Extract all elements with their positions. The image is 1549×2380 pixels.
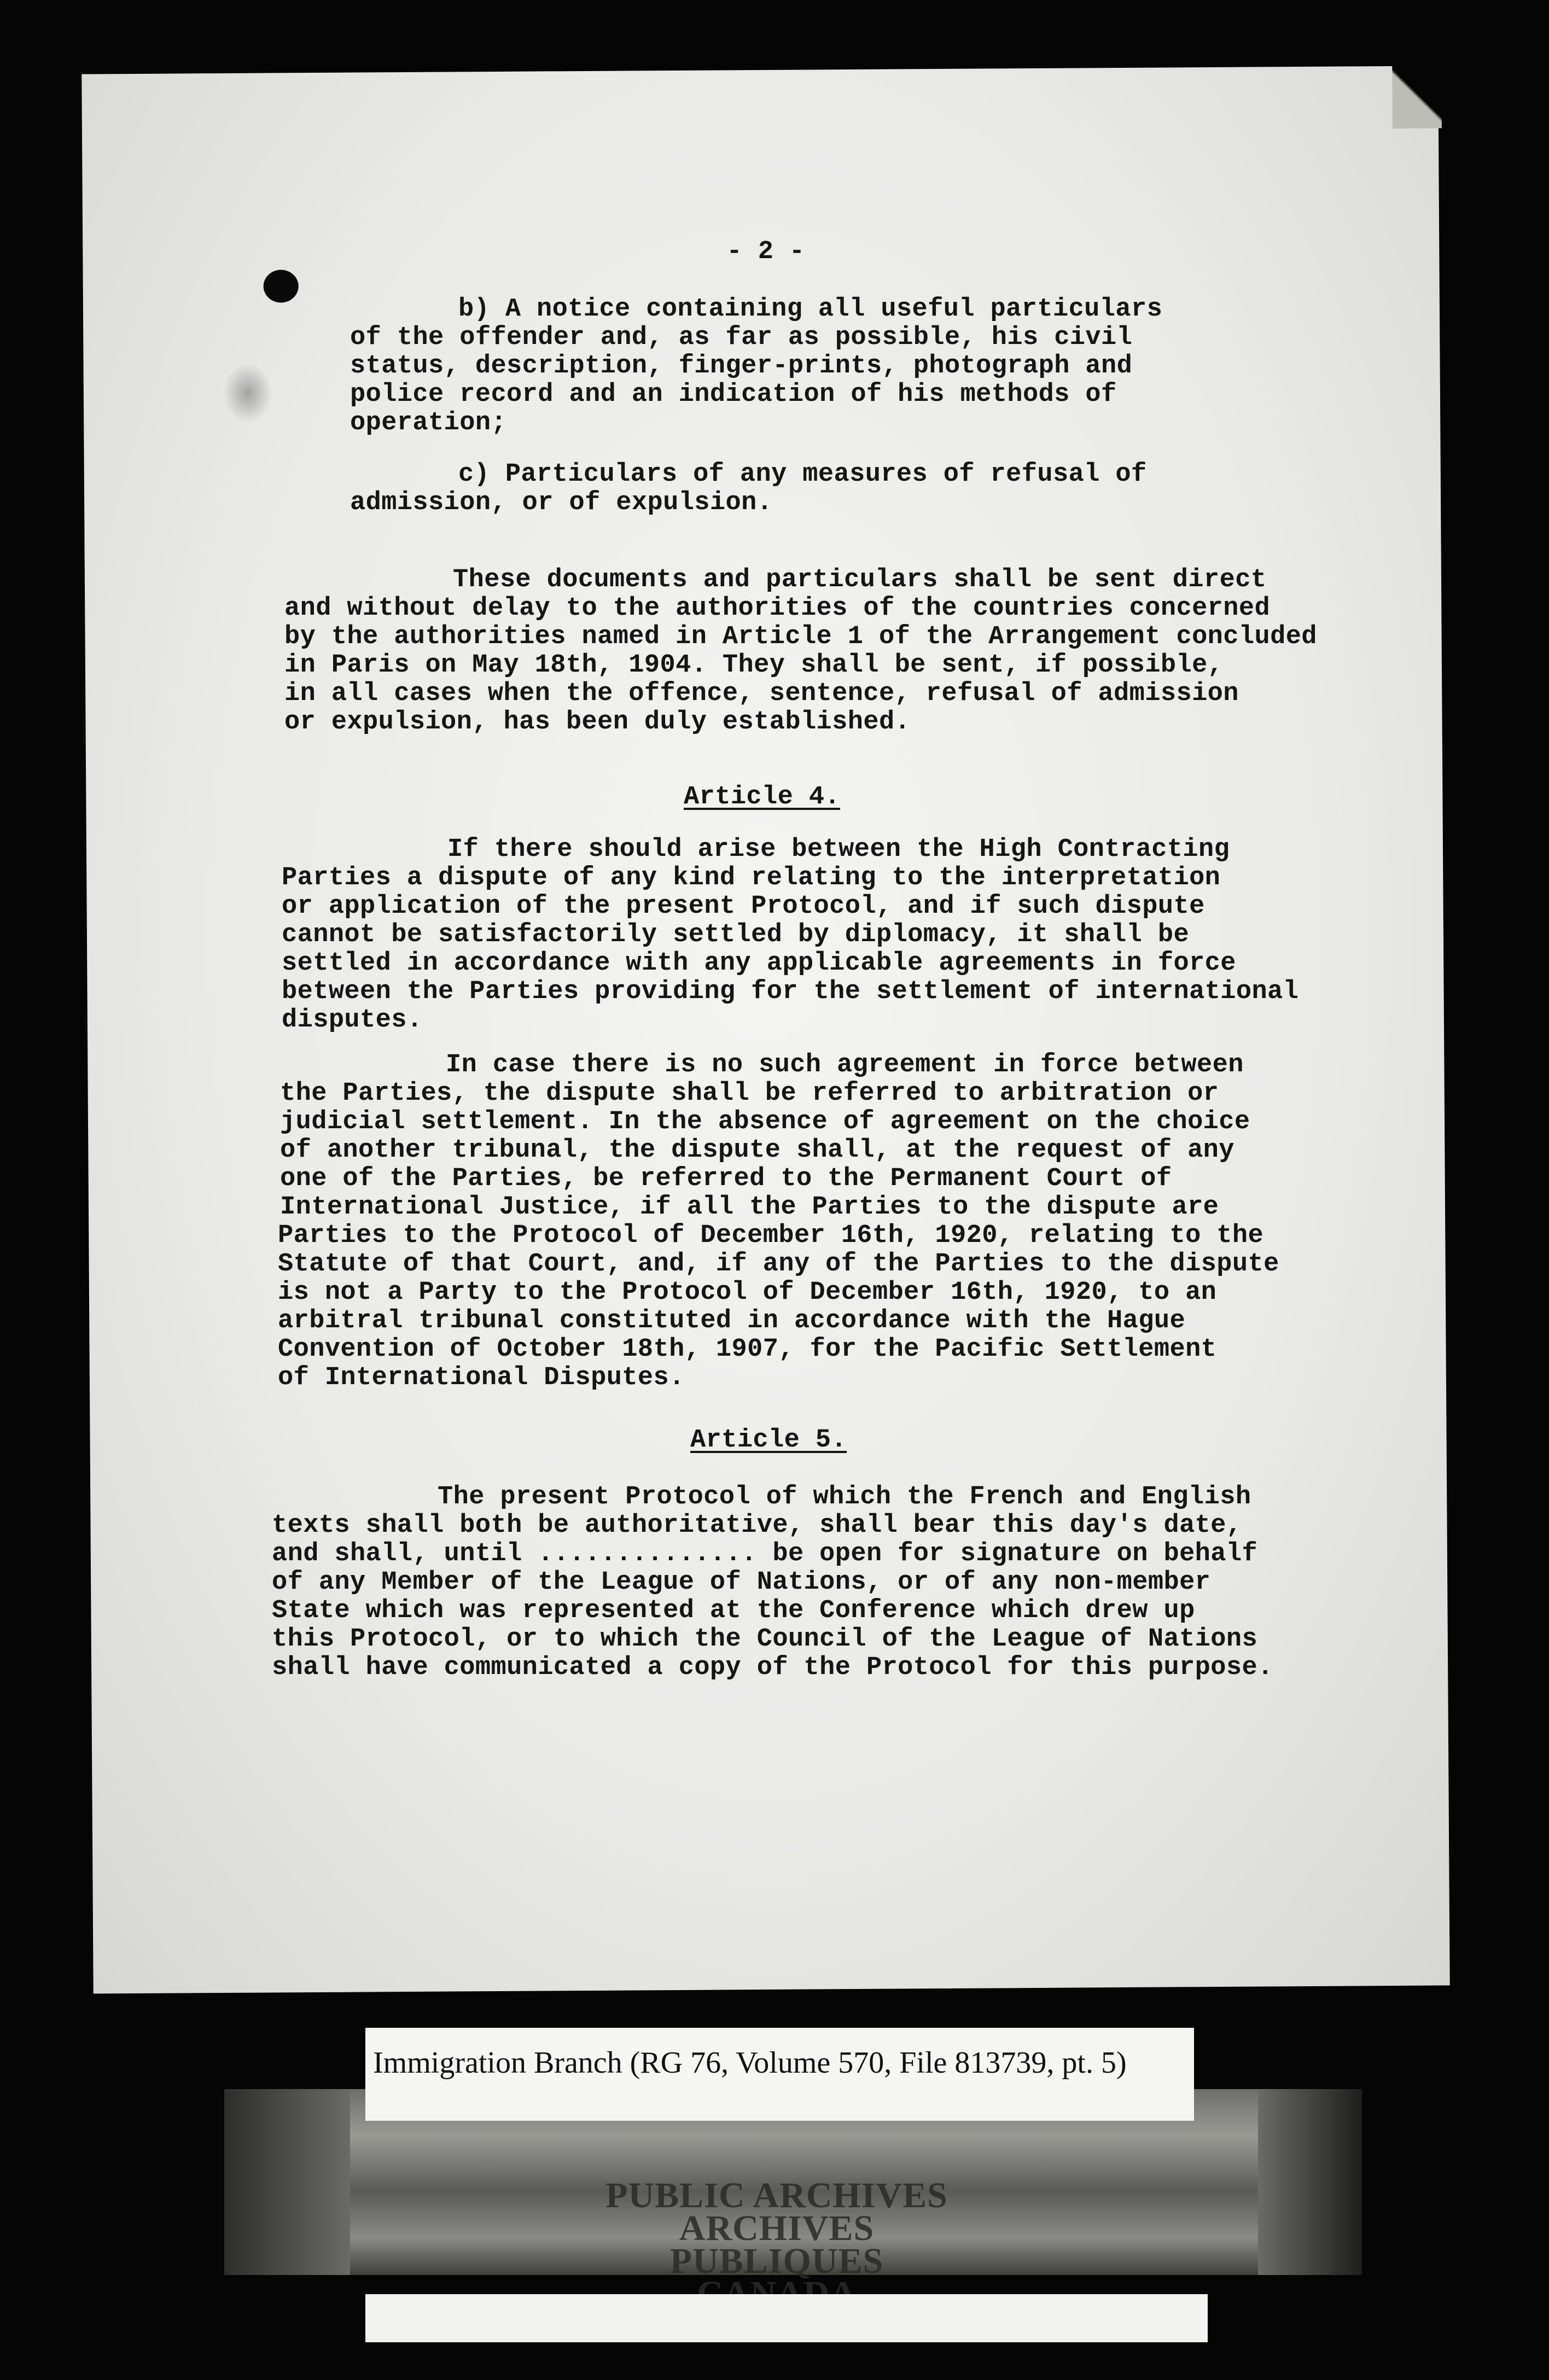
documents-paragraph-line: in all cases when the offence, sentence, refusal of admission (284, 679, 1239, 708)
article-4-paragraph-2-line: arbitral tribunal constituted in accordance with the Hague (278, 1306, 1186, 1335)
article-5-paragraph-line: State which was represented at the Conference which drew up (272, 1596, 1195, 1625)
article-4-paragraph-2-line: of another tribunal, the dispute shall, at the request of any (280, 1136, 1234, 1165)
documents-paragraph-line: in Paris on May 18th, 1904. They shall be sent, if possible, (284, 651, 1224, 680)
article-5-paragraph-line: of any Member of the League of Nations, or of any non-member (272, 1568, 1211, 1597)
documents-paragraph-line: and without delay to the authorities of the countries concerned (284, 594, 1271, 623)
article-4-paragraph-1-line: cannot be satisfactorily settled by diplomacy, it shall be (282, 920, 1190, 949)
article-4-paragraph-1-line: If there should arise between the High Contracting (447, 835, 1230, 864)
article-4-paragraph-2-line: the Parties, the dispute shall be referred to arbitration or (280, 1079, 1219, 1108)
article-4-paragraph-2-line: Parties to the Protocol of December 16th, 1920, relating to the (278, 1221, 1264, 1250)
article-5-paragraph-line: shall have communicated a copy of the Protocol for this purpose. (272, 1653, 1273, 1682)
item-b-line: of the offender and, as far as possible, his civil (350, 323, 1133, 352)
article-4-paragraph-2-line: is not a Party to the Protocol of December 16th, 1920, to an (278, 1278, 1217, 1307)
documents-paragraph-line: or expulsion, has been duly established. (284, 708, 911, 737)
article-4-paragraph-2-line: Statute of that Court, and, if any of the Parties to the dispute (278, 1250, 1279, 1279)
article-4-paragraph-2-line: one of the Parties, be referred to the Permanent Court of (280, 1164, 1172, 1193)
article-4-paragraph-1-line: between the Parties providing for the settlement of international (282, 977, 1299, 1006)
article-4-heading: Article 4. (684, 783, 841, 812)
archive-box-shadow-right (1258, 2089, 1362, 2275)
item-b-line: operation; (350, 409, 507, 438)
article-4-paragraph-2-line: judicial settlement. In the absence of agreement on the choice (280, 1107, 1250, 1136)
article-4-paragraph-1-line: disputes. (282, 1006, 423, 1035)
item-b-line: b) A notice containing all useful particulars (458, 295, 1163, 324)
article-5-paragraph-line: and shall, until .............. be open for signature on behalf (272, 1539, 1258, 1568)
article-4-paragraph-2-line: of International Disputes. (278, 1363, 685, 1392)
article-5-heading: Article 5. (690, 1426, 847, 1455)
article-4-paragraph-2-line: International Justice, if all the Parties to the dispute are (280, 1193, 1219, 1222)
documents-paragraph-line: by the authorities named in Article 1 of the Arrangement concluded (284, 622, 1317, 651)
item-c-line: admission, or of expulsion. (350, 488, 773, 517)
paper-stain (223, 363, 273, 423)
archive-stamp (569, 2175, 985, 2311)
article-5-paragraph-line: this Protocol, or to which the Council of the League of Nations (272, 1625, 1258, 1654)
article-4-paragraph-1-line: Parties a dispute of any kind relating to the interpretation (282, 864, 1221, 892)
page-number: - 2 - (726, 237, 805, 266)
article-4-paragraph-1-line: settled in accordance with any applicable agreements in force (282, 949, 1236, 978)
item-b-line: police record and an indication of his methods of (350, 380, 1117, 409)
item-b-line: status, description, finger-prints, photograph and (350, 352, 1133, 381)
item-c-line: c) Particulars of any measures of refusal of (458, 460, 1147, 489)
folded-corner (1392, 62, 1442, 129)
archive-stamp-line: ARCHIVES PUBLIQUES (669, 2208, 884, 2281)
article-4-paragraph-1-line: or application of the present Protocol, and if such dispute (282, 892, 1205, 921)
bottom-paper-strip (365, 2294, 1208, 2342)
documents-paragraph-line: These documents and particulars shall be sent direct (453, 565, 1267, 594)
punch-hole (263, 270, 298, 302)
article-5-paragraph-line: The present Protocol of which the French and English (438, 1483, 1251, 1512)
archive-label: Immigration Branch (RG 76, Volume 570, File 813739, pt. 5) (373, 2046, 1127, 2080)
article-5-paragraph-line: texts shall both be authoritative, shall bear this day's date, (272, 1511, 1242, 1540)
article-4-paragraph-2-line: In case there is no such agreement in force between (446, 1051, 1244, 1080)
archive-stamp-line: PUBLIC ARCHIVES (605, 2175, 948, 2215)
article-4-paragraph-2-line: Convention of October 18th, 1907, for the Pacific Settlement (278, 1335, 1217, 1364)
archive-box-shadow-left (224, 2089, 350, 2275)
